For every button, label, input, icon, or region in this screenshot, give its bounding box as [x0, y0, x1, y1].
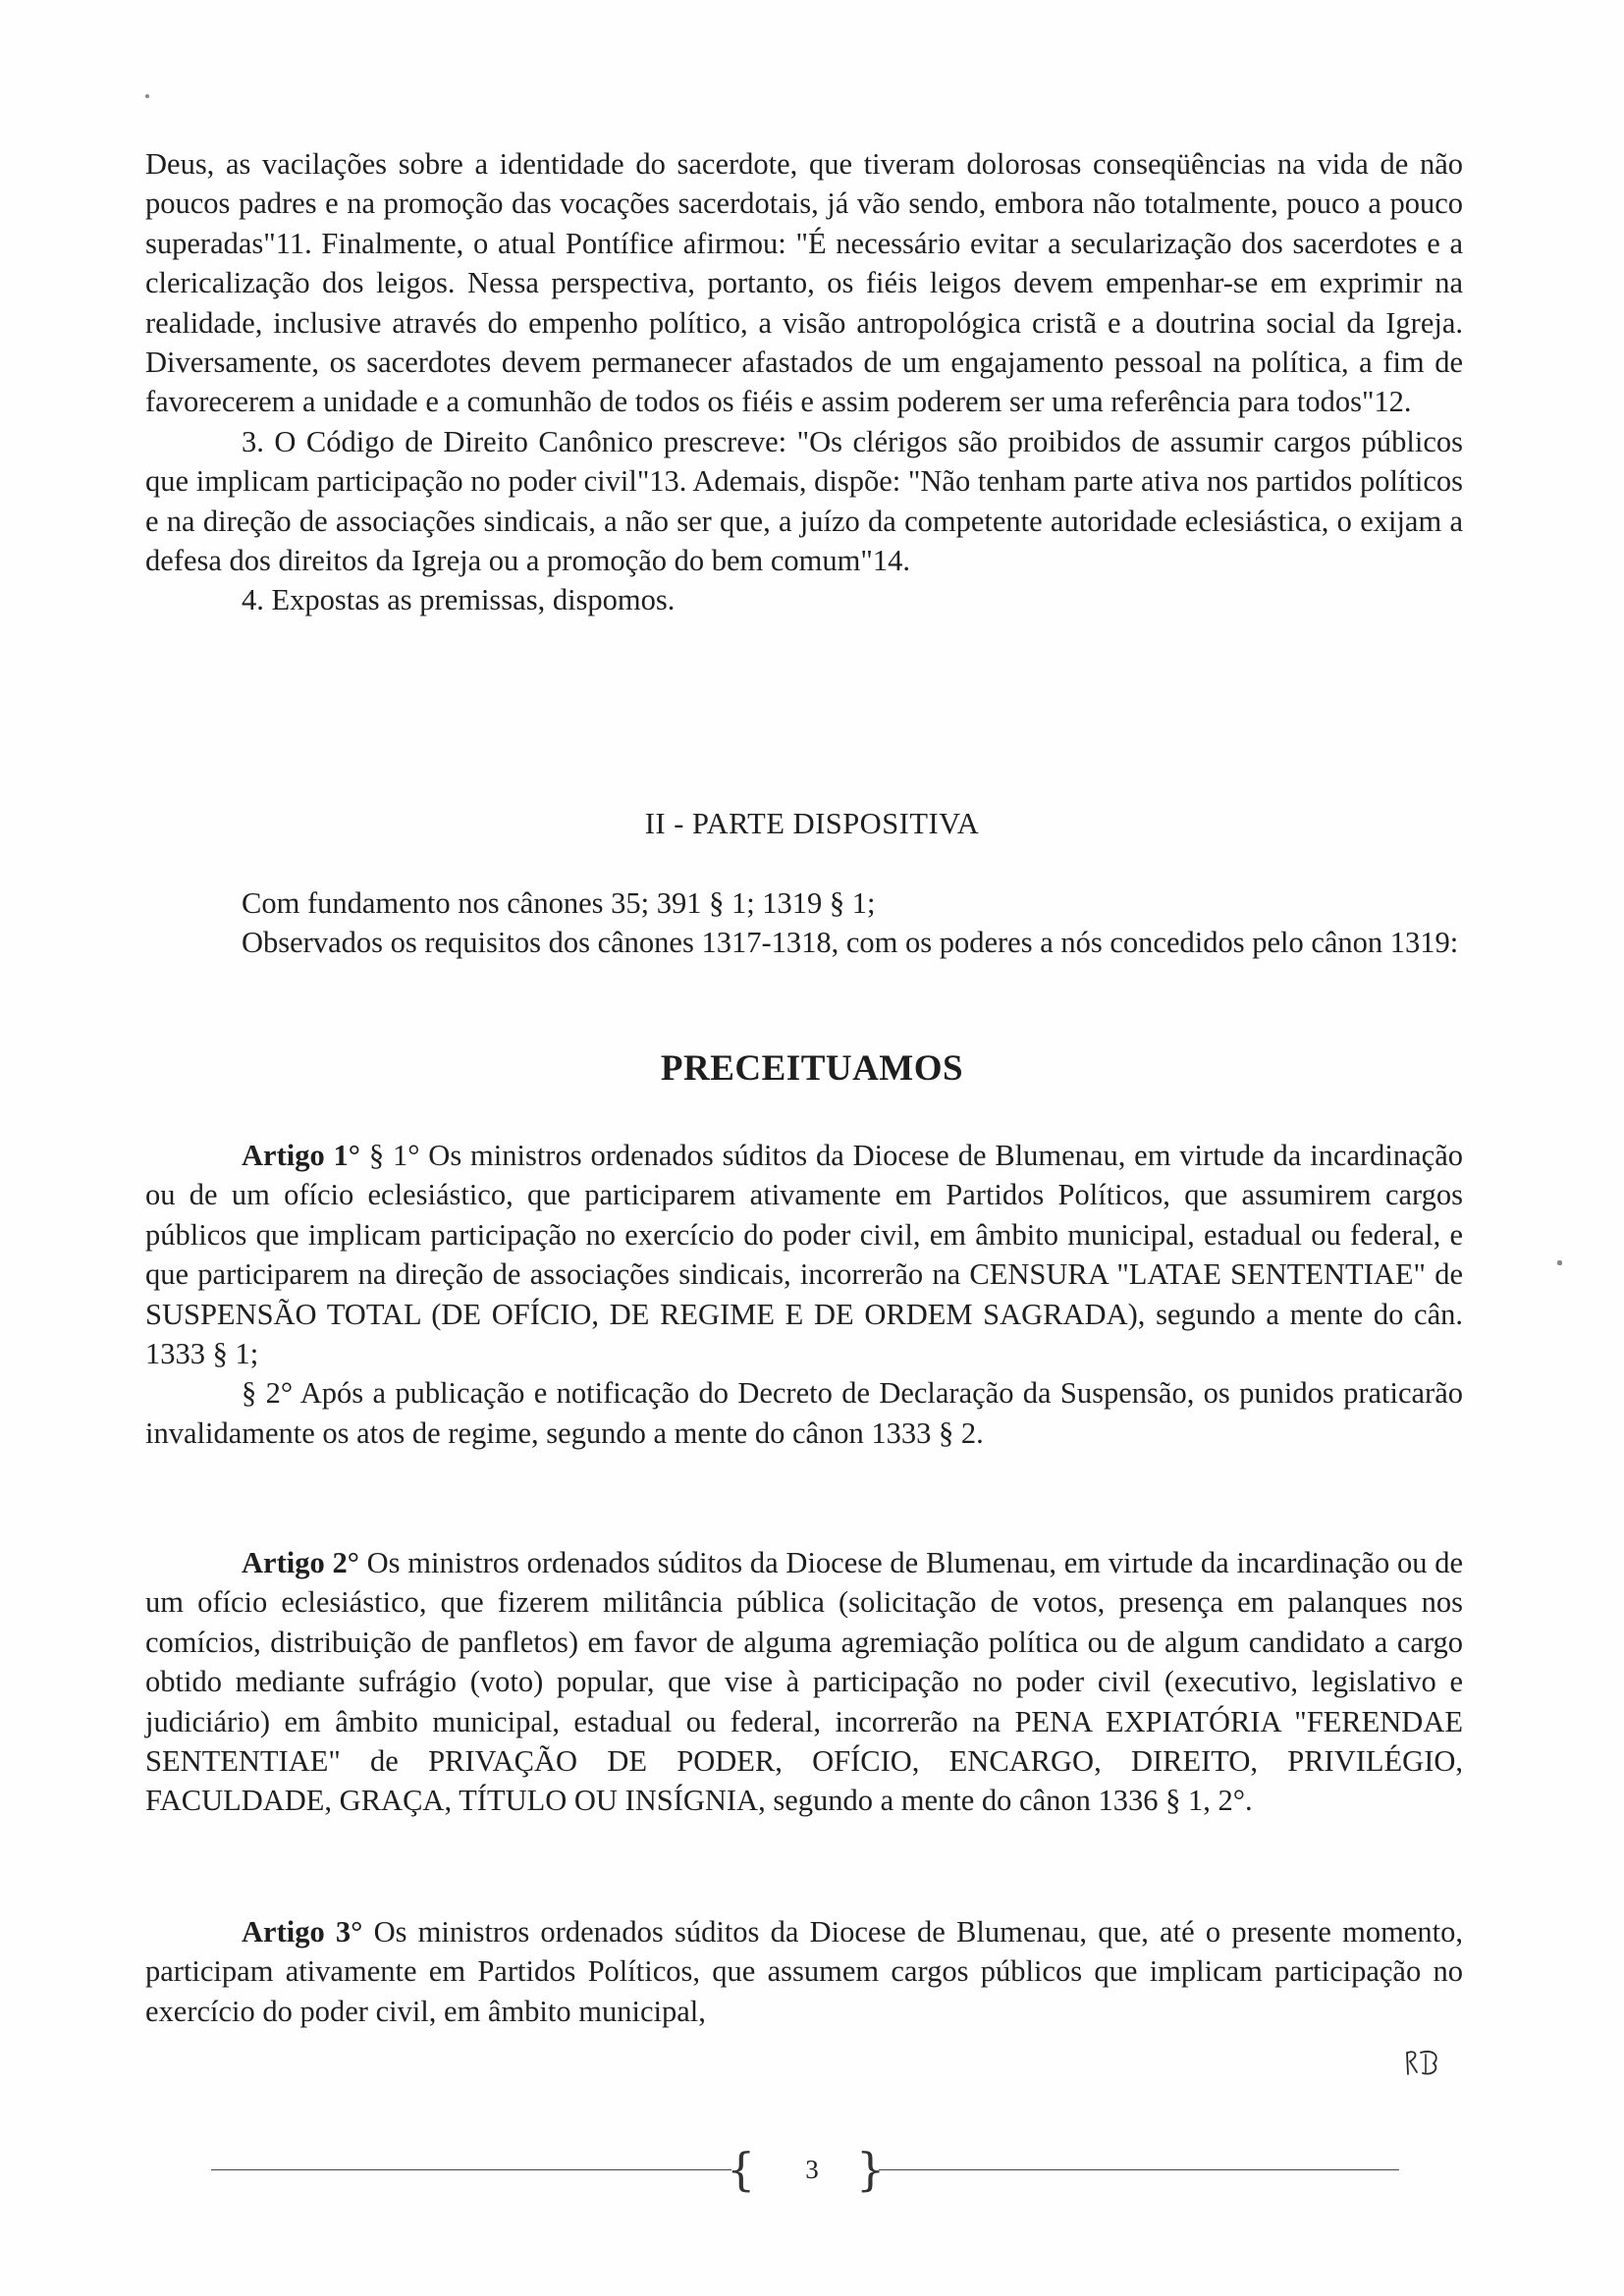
page-footer — [0, 2140, 1624, 2199]
article-3-text: Os ministros ordenados súditos da Diocese de Blumenau, que, até o presente momento, participam ativamente em Partidos Políticos, que assumem cargos públicos que implicam participação no exercício do poder civil, em âmbito municipal, — [145, 1915, 1463, 2028]
item-3-paragraph: 3. O Código de Direito Canônico prescreve: "Os clérigos são proibidos de assumir cargos públicos que implicam participação no poder civil"13. Ademais, dispõe: "Não tenham parte ativa nos partidos políticos e na direção de associações sindicais, a não ser que, a juízo da competente autoridade eclesiástica, o exijam a defesa dos direitos da Igreja ou a promoção do bem comum"14. — [145, 424, 1463, 578]
intro-paragraph: Deus, as vacilações sobre a identidade do sacerdote, que tiveram dolorosas conseqüências na vida de não poucos padres e na promoção das vocações sacerdotais, já vão sendo, embora não totalmente, pouco a pouco superadas"11. Finalmente, o atual Pontífice afirmou: "É necessário evitar a secularização dos sacerdotes e a clericalização dos leigos. Nessa perspectiva, portanto, os fiéis leigos devem empenhar-se em exprimir na realidade, inclusive através do empenho político, a visão antropológica cristã e a doutrina social da Igreja. Diversamente, os sacerdotes devem permanecer afastados de um engajamento pessoal na política, a fim de favorecerem a unidade e a comunhão de todos os fiéis e assim poderem ser uma referência para todos"12. — [145, 147, 1463, 419]
observed-line: Observados os requisitos dos cânones 1317-1318, com os poderes a nós concedidos pelo cânon 1319: — [242, 926, 1459, 960]
section-heading: II - PARTE DISPOSITIVA — [644, 807, 980, 840]
footer-left-brace: { — [727, 2143, 756, 2196]
article-3-paragraph — [145, 1912, 1463, 2031]
handwritten-initials — [1404, 2047, 1443, 2078]
article-1-paragraph-1 — [145, 1136, 1463, 1373]
footer-rule-right — [879, 2169, 1399, 2170]
article-2-text: Os ministros ordenados súditos da Diocese de Blumenau, em virtude da incardinação ou de um ofício eclesiástico, que fizerem militância pública (solicitação de votos, presença em palanques nos comícios, distribuição de panfletos) em favor de alguma agremiação política ou de algum candidato a cargo obtido mediante sufrágio (voto) popular, que vise à participação no poder civil (executivo, legislativo e judiciário) em âmbito municipal, estadual ou federal, incorrerão na PENA EXPIATÓRIA "FERENDAE SENTENTIAE" de PRIVAÇÃO DE PODER, OFÍCIO, ENCARGO, DIREITO, PRIVILÉGIO, FACULDADE, GRAÇA, TÍTULO OU INSÍGNIA, segundo a mente do cânon 1336 § 1, 2°. — [145, 1546, 1463, 1818]
basis-line: Com fundamento nos cânones 35; 391 § 1; 1319 § 1; — [242, 886, 876, 920]
page-number: 3 — [805, 2155, 819, 2184]
intro-text-block — [145, 144, 1463, 620]
scan-speck — [1557, 1260, 1562, 1265]
article-1-text: § 1° Os ministros ordenados súditos da Diocese de Blumenau, em virtude da incardinação ou de um ofício eclesiástico, que participarem ativamente em Partidos Políticos, que assumirem cargos públicos que implicam participação no exercício do poder civil, em âmbito municipal, estadual ou federal, e que participarem na direção de associações sindicais, incorrerão na CENSURA "LATAE SENTENTIAE" de SUSPENSÃO TOTAL (DE OFÍCIO, DE REGIME E DE ORDEM SAGRADA), segundo a mente do cân. 1333 § 1; — [145, 1139, 1463, 1371]
item-4-paragraph: 4. Expostas as premissas, dispomos. — [242, 583, 676, 617]
footer-rule-left — [211, 2169, 731, 2170]
main-heading: PRECEITUAMOS — [660, 1048, 964, 1089]
article-1-paragraph-2: § 2° Após a publicação e notificação do Decreto de Declaração da Suspensão, os punidos praticarão invalidamente os atos de regime, segundo a mente do cânon 1333 § 2. — [145, 1376, 1463, 1450]
article-3 — [145, 1912, 1463, 2031]
legal-basis-block — [145, 883, 1463, 963]
article-2-label: Artigo 2° — [242, 1546, 359, 1579]
article-3-label: Artigo 3° — [242, 1915, 363, 1949]
article-1 — [145, 1136, 1463, 1453]
article-1-label: Artigo 1° — [242, 1139, 361, 1172]
article-2-paragraph — [145, 1543, 1463, 1821]
scan-speck — [145, 94, 149, 98]
footer-right-brace: } — [856, 2143, 886, 2196]
article-2 — [145, 1543, 1463, 1821]
